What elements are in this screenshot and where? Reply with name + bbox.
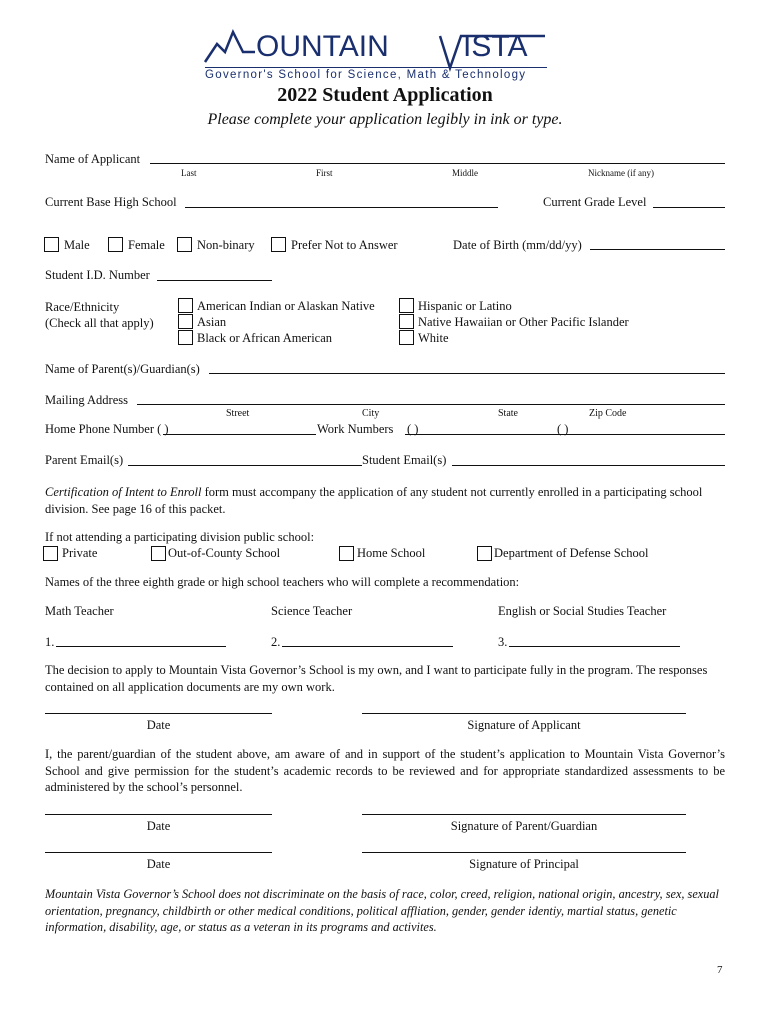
page-title: 2022 Student Application [277, 84, 493, 106]
female-checkbox[interactable] [108, 237, 123, 252]
decision-statement: The decision to apply to Mountain Vista Governor’s School is my own, and I want to participate fully in the program. The responses contained on all application documents are my own work. [45, 663, 708, 694]
english-teacher-header: English or Social Studies Teacher [498, 604, 667, 618]
race-asian-checkbox[interactable] [178, 314, 193, 329]
teacher-number-2: 2. [271, 635, 281, 649]
student-id-field[interactable] [157, 280, 272, 281]
private-checkbox[interactable] [43, 546, 58, 561]
address-caption-state: State [498, 408, 518, 419]
parent-date-label: Date [146, 819, 171, 833]
race-native-hawaiian-checkbox[interactable] [399, 314, 414, 329]
current-base-high-school-label: Current Base High School [45, 195, 177, 209]
logo-word-left: OUNTAIN [256, 30, 389, 63]
parent-statement: I, the parent/guardian of the student above, am aware of and in support of the student’s application to Mountain Vista Governor’s School and give permission for the student’s academic records to be reviewed and for appropriate standardized assessments to be administered by the school’s personnel. [45, 747, 725, 794]
mailing-address-label: Mailing Address [45, 393, 128, 407]
applicant-signature-label: Signature of Applicant [467, 718, 581, 732]
race-white-checkbox[interactable] [399, 330, 414, 345]
nondiscrimination-statement: Mountain Vista Governor’s School does not discriminate on the basis of race, color, creed, religion, national origin, ancestry, sex, sexual orientation, pregnancy, childbirth or other medical conditions, political affliation, gender, gender identiy, martial status, genetic information, disability, age, or status as a veteran in its programs and activites. [45, 887, 719, 934]
name-of-applicant-field[interactable] [150, 163, 725, 164]
principal-date-field[interactable] [45, 852, 272, 853]
race-label: Race/Ethnicity [45, 300, 120, 314]
race-hispanic-label: Hispanic or Latino [418, 299, 512, 313]
page-subtitle: Please complete your application legibly in ink or type. [207, 111, 563, 128]
date-of-birth-field[interactable] [590, 249, 725, 250]
logo-subtitle: Governor's School for Science, Math & Technology [205, 69, 527, 81]
science-teacher-header: Science Teacher [271, 604, 353, 618]
current-base-high-school-field[interactable] [185, 207, 498, 208]
applicant-date-label: Date [146, 718, 171, 732]
student-id-label: Student I.D. Number [45, 268, 150, 282]
race-american-indian-label: American Indian or Alaskan Native [197, 299, 375, 313]
name-caption-first: First [316, 168, 333, 178]
dod-school-label: Department of Defense School [494, 546, 649, 560]
math-teacher-header: Math Teacher [45, 604, 114, 618]
parent-date-field[interactable] [45, 814, 272, 815]
out-of-county-checkbox[interactable] [151, 546, 166, 561]
prefer-not-to-answer-label: Prefer Not to Answer [291, 238, 398, 252]
home-school-checkbox[interactable] [339, 546, 354, 561]
science-teacher-field[interactable] [282, 646, 453, 647]
name-caption-middle: Middle [452, 168, 478, 178]
home-phone-label: Home Phone Number ( ) [45, 422, 169, 436]
certification-form-name: Certification of Intent to Enroll [45, 485, 202, 499]
principal-date-label: Date [146, 857, 171, 871]
work-area-code-2: ( ) [557, 422, 569, 436]
not-attending-label: If not attending a participating division public school: [45, 530, 315, 544]
prefer-not-to-answer-checkbox[interactable] [271, 237, 286, 252]
address-caption-street: Street [226, 408, 250, 419]
male-checkbox[interactable] [44, 237, 59, 252]
applicant-date-field[interactable] [45, 713, 272, 714]
private-label: Private [62, 546, 98, 560]
student-email-field[interactable] [452, 465, 725, 466]
race-hispanic-checkbox[interactable] [399, 298, 414, 313]
parent-name-label: Name of Parent(s)/Guardian(s) [45, 362, 200, 376]
race-native-hawaiian-label: Native Hawaiian or Other Pacific Islander [418, 315, 629, 329]
race-asian-label: Asian [197, 315, 227, 329]
race-white-label: White [418, 331, 449, 345]
out-of-county-label: Out-of-County School [168, 546, 281, 560]
race-sublabel: (Check all that apply) [45, 316, 154, 330]
parent-name-field[interactable] [209, 373, 725, 374]
name-caption-last: Last [181, 168, 197, 178]
teacher-number-1: 1. [45, 635, 55, 649]
work-numbers-field[interactable] [405, 434, 725, 435]
student-email-label: Student Email(s) [362, 453, 447, 467]
work-area-code-1: ( ) [407, 422, 419, 436]
certification-note [45, 484, 725, 517]
current-grade-level-label: Current Grade Level [543, 195, 647, 209]
race-black-checkbox[interactable] [178, 330, 193, 345]
parent-email-field[interactable] [128, 465, 362, 466]
mailing-address-field[interactable] [137, 404, 725, 405]
current-grade-level-field[interactable] [653, 207, 725, 208]
logo-word-right: ISTA [463, 30, 528, 63]
non-binary-label: Non-binary [197, 238, 255, 252]
work-numbers-label: Work Numbers [317, 422, 394, 436]
address-caption-zip: Zip Code [589, 408, 627, 419]
applicant-signature-field[interactable] [362, 713, 686, 714]
teachers-label: Names of the three eighth grade or high school teachers who will complete a recommendation: [45, 575, 520, 589]
parent-signature-field[interactable] [362, 814, 686, 815]
principal-signature-label: Signature of Principal [469, 857, 579, 871]
race-american-indian-checkbox[interactable] [178, 298, 193, 313]
parent-signature-label: Signature of Parent/Guardian [450, 819, 598, 833]
teacher-number-3: 3. [498, 635, 508, 649]
date-of-birth-label: Date of Birth (mm/dd/yy) [453, 238, 582, 252]
home-school-label: Home School [357, 546, 426, 560]
parent-email-label: Parent Email(s) [45, 453, 124, 467]
certification-text: form must accompany the application of any student not currently enrolled in a participating school division. See page 16 of this packet. [45, 485, 703, 516]
non-binary-checkbox[interactable] [177, 237, 192, 252]
home-phone-field[interactable] [163, 434, 316, 435]
english-teacher-field[interactable] [509, 646, 680, 647]
math-teacher-field[interactable] [56, 646, 226, 647]
name-of-applicant-label: Name of Applicant [45, 152, 141, 166]
female-label: Female [128, 238, 165, 252]
page-number: 7 [717, 964, 723, 976]
principal-signature-field[interactable] [362, 852, 686, 853]
male-label: Male [64, 238, 90, 252]
address-caption-city: City [362, 408, 380, 419]
name-caption-nickname: Nickname (if any) [588, 168, 654, 178]
race-black-label: Black or African American [197, 331, 333, 345]
dod-school-checkbox[interactable] [477, 546, 492, 561]
